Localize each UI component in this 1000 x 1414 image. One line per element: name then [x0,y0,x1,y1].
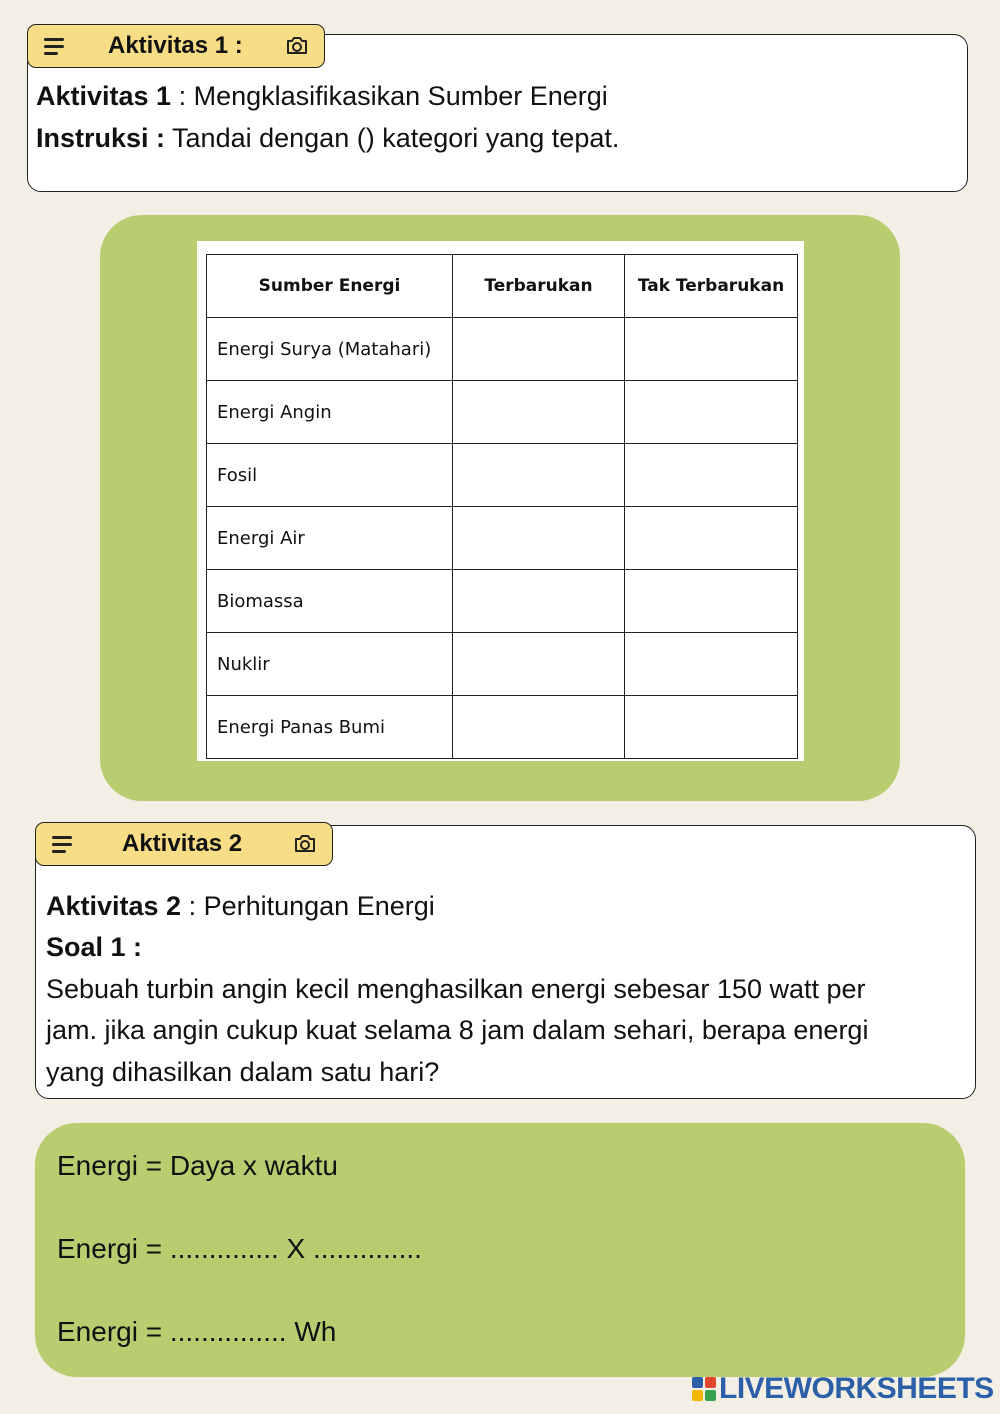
answer-formula-line: Energi = Daya x waktu [57,1150,338,1181]
nonrenewable-answer-cell[interactable] [625,381,798,444]
camera-icon[interactable] [293,834,317,854]
activity2-title-bold: Aktivitas 2 [46,891,182,921]
energy-source-cell: Energi Panas Bumi [207,696,453,759]
energy-source-cell: Biomassa [207,570,453,633]
table-row [207,381,798,444]
activity2-tab[interactable] [35,822,333,866]
table-panel [100,215,900,801]
question-text-line: jam. jika angin cukup kuat selama 8 jam dalam sehari, berapa energi [46,1015,869,1045]
energy-source-cell: Energi Surya (Matahari) [207,318,453,381]
table-row [207,444,798,507]
menu-icon[interactable] [44,38,64,54]
question-text-line: Sebuah turbin angin kecil menghasilkan energi sebesar 150 watt per [46,974,866,1004]
menu-icon[interactable] [52,836,72,852]
question-label [46,926,142,968]
table-header-cell: Sumber Energi [207,255,453,318]
energy-source-cell: Nuklir [207,633,453,696]
answer-input-line[interactable]: Energi = .............. X .............. [57,1233,422,1264]
nonrenewable-answer-cell[interactable] [625,444,798,507]
activity2-title [46,885,435,927]
question-label-bold: Soal 1 : [46,932,143,962]
activity2-card [35,825,976,1099]
activity1-tab-label: Aktivitas 1 : [108,32,243,59]
table-row [207,318,798,381]
renewable-answer-cell[interactable] [453,696,625,759]
activity2-title-text: : Perhitungan Energi [181,891,435,921]
nonrenewable-answer-cell[interactable] [625,318,798,381]
renewable-answer-cell[interactable] [453,633,625,696]
table-row [207,507,798,570]
renewable-answer-cell[interactable] [453,507,625,570]
activity1-instruction [36,117,619,159]
renewable-answer-cell[interactable] [453,444,625,507]
energy-source-cell: Energi Angin [207,381,453,444]
nonrenewable-answer-cell[interactable] [625,696,798,759]
table-row [207,696,798,759]
activity1-title-bold: Aktivitas 1 [36,81,172,111]
table-row [207,633,798,696]
nonrenewable-answer-cell[interactable] [625,570,798,633]
activity1-instruction-text: Tandai dengan () kategori yang tepat. [165,123,620,153]
table-header-cell: Tak Terbarukan [625,255,798,318]
renewable-answer-cell[interactable] [453,381,625,444]
activity1-title-text: : Mengklasifikasikan Sumber Energi [171,81,608,111]
table-header-cell: Terbarukan [453,255,625,318]
table-row [207,570,798,633]
nonrenewable-answer-cell[interactable] [625,633,798,696]
answer-panel [35,1123,965,1377]
energy-source-cell: Energi Air [207,507,453,570]
question-text-line: yang dihasilkan dalam satu hari? [46,1057,440,1087]
activity1-instruction-bold: Instruksi : [36,123,166,153]
activity1-title [36,75,608,117]
activity2-tab-label: Aktivitas 2 [122,830,243,857]
renewable-answer-cell[interactable] [453,570,625,633]
answer-result-line[interactable]: Energi = ............... Wh [57,1316,337,1347]
table-image-frame [197,241,804,761]
renewable-answer-cell[interactable] [453,318,625,381]
nonrenewable-answer-cell[interactable] [625,507,798,570]
camera-icon[interactable] [285,36,309,56]
liveworksheets-wordmark: LIVEWORKSHEETS [719,1372,994,1405]
energy-classification-table [206,254,798,759]
liveworksheets-logo-icon [692,1377,716,1401]
table-header-row [207,255,798,318]
energy-source-cell: Fosil [207,444,453,507]
activity1-tab[interactable] [27,24,325,68]
liveworksheets-brand [692,1373,994,1405]
